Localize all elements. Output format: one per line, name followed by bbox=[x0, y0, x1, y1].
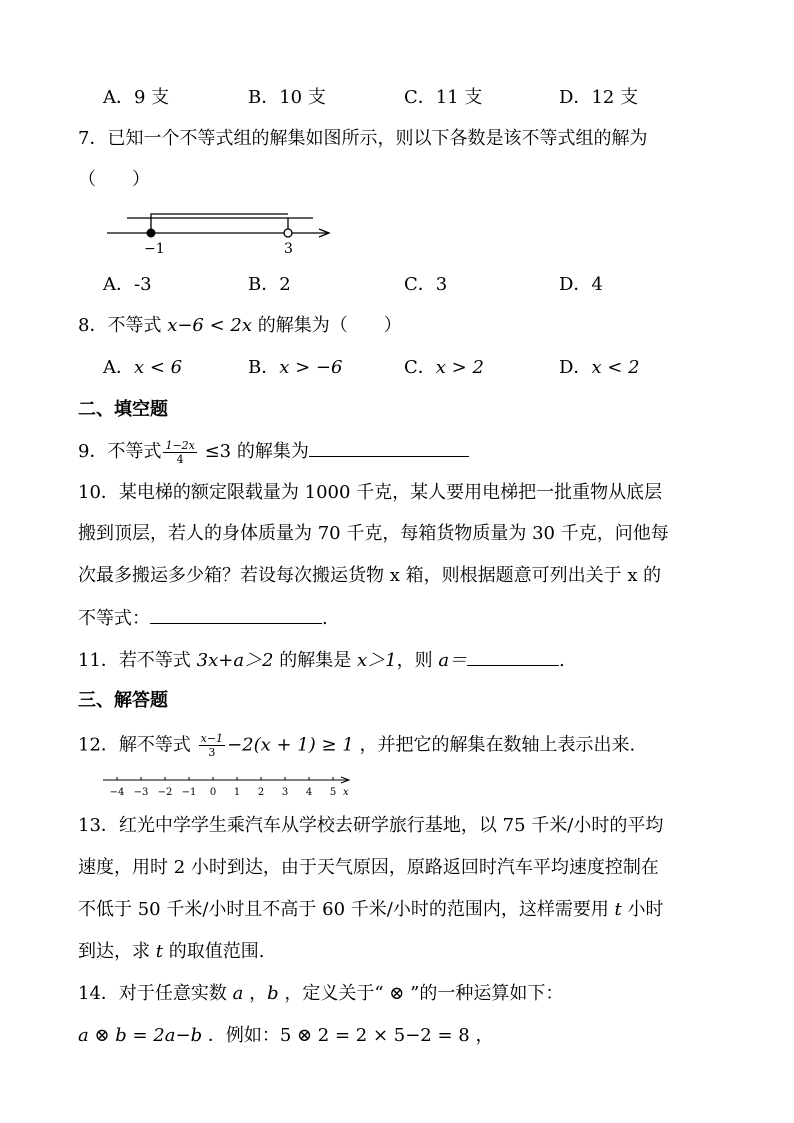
q9-answer-blank[interactable] bbox=[309, 438, 469, 457]
q6-option-b: B．10 支 bbox=[248, 87, 326, 108]
q12-stem: 12．解不等式 $\frac{x-1}{3}$ −2(x + 1) ≥ 1 ，并把它的解集在数轴上表示出来. bbox=[78, 732, 636, 759]
q13-line-2: 速度，用时 2 小时到达，由于天气原因，原路返回时汽车平均速度控制在 bbox=[78, 857, 659, 878]
q8-option-b: B．x > −6 bbox=[248, 357, 343, 378]
otimes-operator: ⊗ bbox=[389, 983, 405, 1004]
q7-closed-point bbox=[147, 229, 155, 237]
q7-stem: 7．已知一个不等式组的解集如图所示，则以下各数是该不等式组的解为 bbox=[78, 128, 648, 149]
q7-open-point bbox=[284, 229, 292, 237]
section-3-heading: 三、解答题 bbox=[78, 690, 168, 711]
q13-line-4: 到达，求 t 的取值范围. bbox=[78, 941, 265, 962]
q10-answer-blank[interactable] bbox=[150, 605, 322, 624]
q9-fraction: $\frac{1-2x}{4}$ bbox=[165, 438, 195, 466]
q8-option-c: C．x > 2 bbox=[404, 357, 484, 378]
q12-tick-label: 3 bbox=[281, 787, 289, 798]
q11-answer-blank[interactable] bbox=[467, 647, 559, 666]
q14-line-2: a ⊗ b = 2a−b ．例如：5 ⊗ 2 = 2 × 5−2 = 8 ， bbox=[78, 1025, 494, 1046]
q7-label-right: 3 bbox=[284, 241, 293, 257]
q14-line-1: 14．对于任意实数 a ，b ，定义关于“ ⊗ ”的一种运算如下： bbox=[78, 983, 564, 1004]
q12-tick-label: 0 bbox=[209, 787, 217, 798]
q6-option-c: C．11 支 bbox=[404, 87, 483, 108]
q13-line-1: 13．红光中学学生乘汽车从学校去研学旅行基地，以 75 千米/小时的平均 bbox=[78, 815, 664, 836]
q12-tick-label: 1 bbox=[233, 787, 241, 798]
q6-option-a: A．9 支 bbox=[103, 87, 170, 108]
q12-tick-label: 2 bbox=[257, 787, 265, 798]
q11-stem: 11．若不等式 3x+a＞2 的解集是 x＞1，则 a＝ . bbox=[78, 647, 565, 673]
q7-option-a: A．-3 bbox=[103, 274, 152, 295]
q9-stem: 9．不等式 $\frac{1-2x}{4}$ ≤3 的解集为 bbox=[78, 438, 469, 466]
q8-option-d: D．x < 2 bbox=[559, 357, 640, 378]
q12-tick-label: 4 bbox=[305, 787, 313, 798]
q8-option-a: A．x < 6 bbox=[103, 357, 183, 378]
q12-tick-label: −1 bbox=[181, 787, 197, 798]
q7-label-left: −1 bbox=[144, 241, 165, 257]
q7-number-line-figure bbox=[105, 205, 345, 255]
q6-option-d: D．12 支 bbox=[559, 87, 639, 108]
q7-option-d: D．4 bbox=[559, 274, 603, 295]
q12-axis-label: x bbox=[343, 787, 349, 798]
section-2-heading: 二、填空题 bbox=[78, 399, 168, 420]
q12-tick-label: −2 bbox=[157, 787, 173, 798]
q12-tick-label: 5 bbox=[329, 787, 337, 798]
q12-tick-label: −4 bbox=[109, 787, 125, 798]
q10-line-4: 不等式： . bbox=[78, 605, 328, 631]
q10-line-1: 10．某电梯的额定限载量为 1000 千克，某人要用电梯把一批重物从底层 bbox=[78, 482, 663, 503]
q7-paren: （ ） bbox=[78, 169, 150, 190]
q7-bracket-left bbox=[151, 214, 288, 233]
q8-stem: 8．不等式 x−6 < 2x 的解集为（ ） bbox=[78, 315, 402, 336]
q10-line-3: 次最多搬运多少箱？若设每次搬运货物 x 箱，则根据题意可列出关于 x 的 bbox=[78, 565, 662, 586]
q7-option-b: B．2 bbox=[248, 274, 291, 295]
q10-line-2: 搬到顶层，若人的身体质量为 70 千克，每箱货物质量为 30 千克，问他每 bbox=[78, 523, 669, 544]
q13-line-3: 不低于 50 千米/小时且不高于 60 千米/小时的范围内，这样需要用 t 小时 bbox=[78, 899, 664, 920]
q12-fraction: $\frac{x-1}{3}$ bbox=[200, 732, 224, 759]
q7-option-c: C．3 bbox=[404, 274, 448, 295]
q12-tick-label: −3 bbox=[133, 787, 149, 798]
q12-number-line bbox=[103, 770, 373, 800]
